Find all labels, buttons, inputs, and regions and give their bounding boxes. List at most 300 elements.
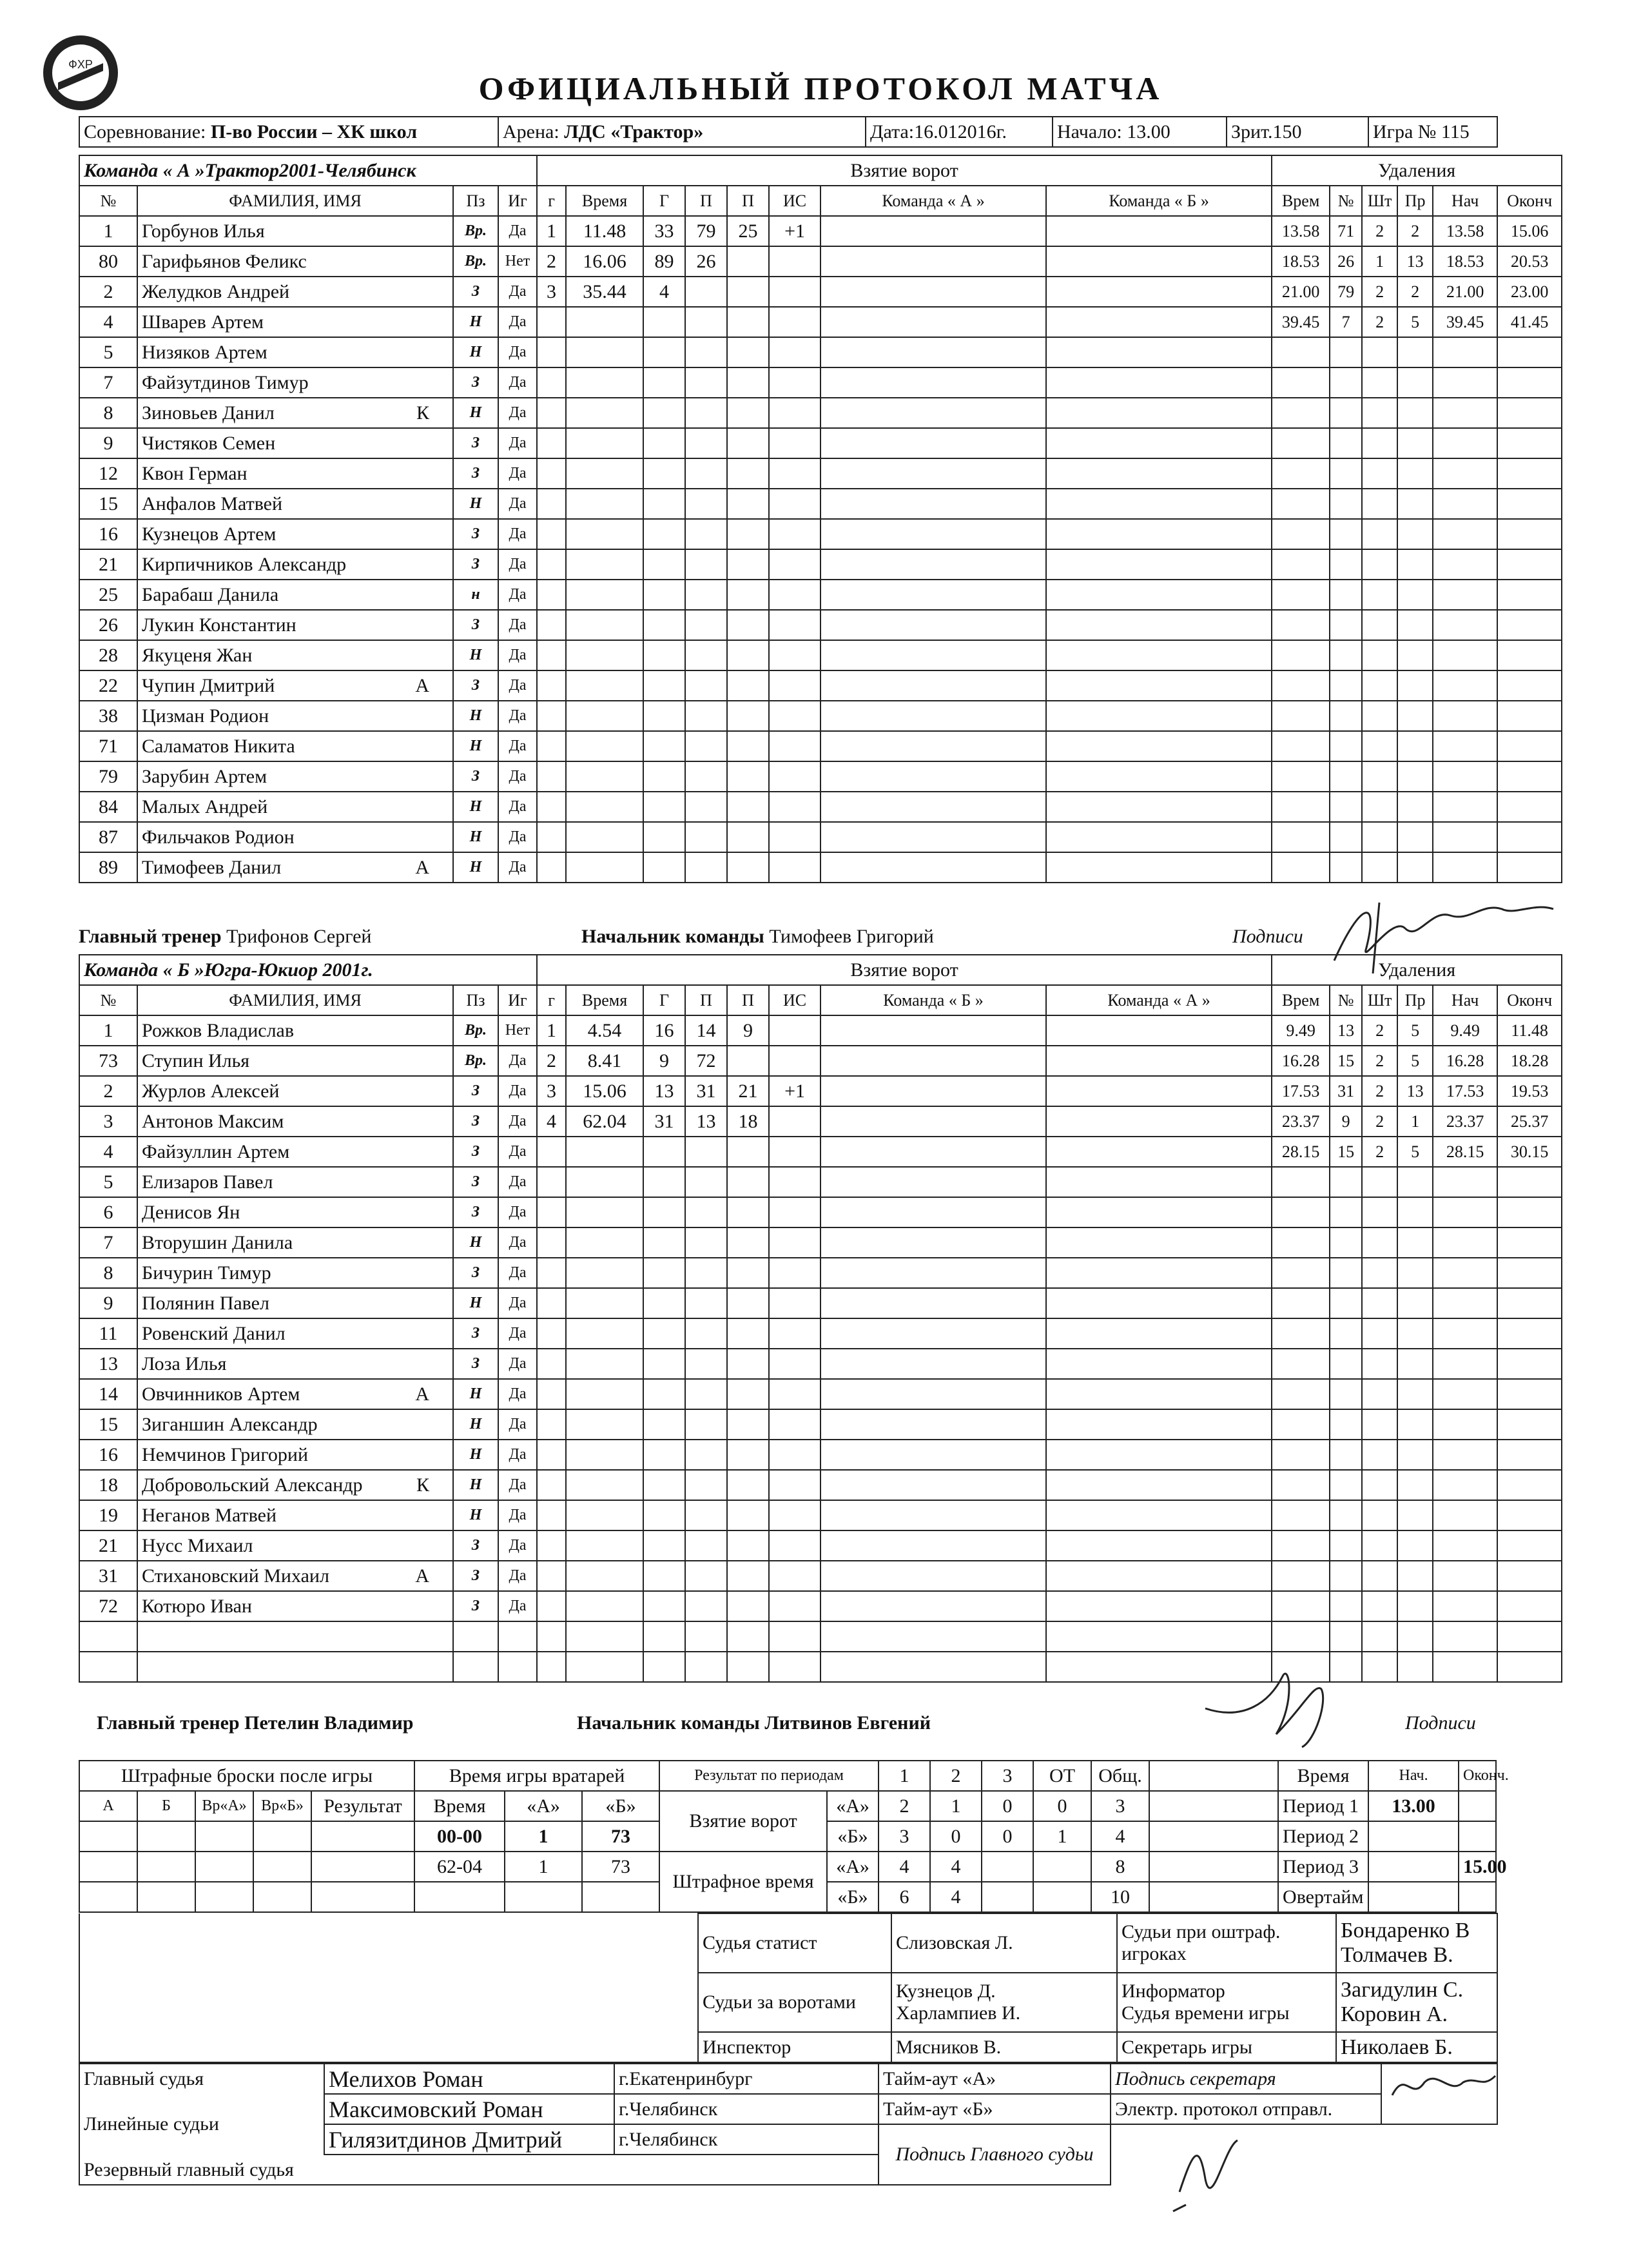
goal-empty-cell [685, 367, 727, 398]
goal-empty-cell [537, 1288, 566, 1318]
goal-P1: 14 [685, 1015, 727, 1046]
penalty-empty-cell [1362, 610, 1397, 640]
goal-empty-cell [727, 307, 769, 337]
goal-team-a-cell [821, 1258, 1046, 1288]
penalty-empty-cell [1330, 1258, 1362, 1288]
goal-empty-cell [643, 822, 685, 852]
goal-empty-cell [537, 580, 566, 610]
goal-team-b-cell [1046, 731, 1272, 761]
penalty-empty-cell [1272, 701, 1330, 731]
goal-empty-cell [643, 1440, 685, 1470]
player-played: Да [498, 731, 537, 761]
player-played: Да [498, 1561, 537, 1591]
goal-team-b-cell [1046, 852, 1272, 883]
penalty-empty-cell [1397, 1258, 1433, 1288]
penalty-pr: 5 [1397, 1046, 1433, 1076]
teamB-col-sht: Шт [1362, 985, 1397, 1015]
player-played: Да [498, 1288, 537, 1318]
goal-g: 1 [537, 1015, 566, 1046]
penalty-empty-cell [1433, 337, 1497, 367]
player-name: Немчинов Григорий [137, 1440, 453, 1470]
goals-b-2: 0 [982, 1821, 1033, 1852]
goal-G: 31 [643, 1106, 685, 1137]
table-row [79, 1530, 1562, 1561]
player-number: 4 [79, 307, 137, 337]
goal-empty-cell [537, 701, 566, 731]
table-row [79, 1197, 1562, 1227]
goal-empty-cell [566, 731, 643, 761]
goal-team-a-cell [821, 1591, 1046, 1621]
goal-empty-cell [685, 731, 727, 761]
player-position: Вр. [453, 1015, 498, 1046]
main-referee-label: Главный судья [79, 2064, 324, 2094]
penalty-start: 23.37 [1433, 1106, 1497, 1137]
goal-empty-cell [769, 1621, 821, 1652]
penalty-empty-cell [1433, 670, 1497, 701]
penalty-box-judges: Бондаренко В Толмачев В. [1336, 1913, 1497, 1973]
goal-empty-cell [769, 1561, 821, 1591]
goal-g: 2 [537, 1046, 566, 1076]
penalty-empty-cell [1272, 1258, 1330, 1288]
penalty-empty-cell [1272, 580, 1330, 610]
goal-empty-cell [643, 670, 685, 701]
penalty-empty-cell [1330, 1591, 1362, 1621]
goal-empty-cell [643, 1591, 685, 1621]
goal-team-a-cell [821, 1046, 1046, 1076]
penalty-empty-cell [1397, 1530, 1433, 1561]
player-position: Н [453, 731, 498, 761]
penalty-empty-cell [1272, 1470, 1330, 1500]
goal-empty-cell [537, 367, 566, 398]
goal-team-a-cell [821, 246, 1046, 277]
coach-a: Трифонов Сергей [226, 926, 372, 947]
player-played: Да [498, 580, 537, 610]
goal-empty-cell [537, 519, 566, 549]
goal-empty-cell [685, 1349, 727, 1379]
arena-cell: Арена: ЛДС «Трактор» [498, 117, 866, 147]
player-played: Да [498, 1137, 537, 1167]
penalty-empty-cell [1272, 761, 1330, 792]
player-name: Саламатов Никита [137, 731, 453, 761]
goalie-col-2: «Б» [582, 1791, 659, 1821]
goal-empty-cell [566, 489, 643, 519]
penalty-box-label: Судьи при оштраф. игроках [1117, 1913, 1336, 1973]
goal-empty-cell [566, 398, 643, 428]
goal-team-b-cell [1046, 519, 1272, 549]
goal-empty-cell [643, 1197, 685, 1227]
penalty-empty-cell [1397, 519, 1433, 549]
table-row [79, 1379, 1562, 1409]
goal-team-a-cell [821, 337, 1046, 367]
goal-empty-cell [537, 1318, 566, 1349]
goal-P2 [727, 1046, 769, 1076]
goal-empty-cell [537, 670, 566, 701]
goal-empty-cell [537, 1470, 566, 1500]
goal-IS [769, 1046, 821, 1076]
goal-empty-cell [685, 1379, 727, 1409]
goal-empty-cell [566, 1530, 643, 1561]
goal-team-a-cell [821, 519, 1046, 549]
penalty-empty-cell [1433, 731, 1497, 761]
secretary-label: Секретарь игры [1117, 2032, 1336, 2062]
penalty-empty-cell [1397, 1379, 1433, 1409]
table-row [79, 640, 1562, 670]
penalty-empty-cell [1272, 1197, 1330, 1227]
goal-empty-cell [537, 640, 566, 670]
player-name: Малых Андрей [137, 792, 453, 822]
goal-empty-cell [727, 822, 769, 852]
penalty-empty-cell [1433, 1621, 1497, 1652]
goal-g: 2 [537, 246, 566, 277]
player-name: Нусс Михаил [137, 1530, 453, 1561]
time-col-0: Время [1278, 1761, 1368, 1791]
goal-team-a-cell [821, 1137, 1046, 1167]
teamB-col-pr: Пр [1397, 985, 1433, 1015]
goal-team-b-cell [1046, 1197, 1272, 1227]
penalty-empty-cell [1362, 428, 1397, 458]
goalie-a-0: 1 [505, 1821, 582, 1852]
goal-empty-cell [643, 1561, 685, 1591]
player-played: Да [498, 1258, 537, 1288]
player-name: Гарифьянов Феликс [137, 246, 453, 277]
player-number: 26 [79, 610, 137, 640]
penalty-empty-cell [1433, 1530, 1497, 1561]
penalty-empty-cell [1397, 1470, 1433, 1500]
penalty-empty-cell [1433, 1591, 1497, 1621]
penalty-empty-cell [1433, 428, 1497, 458]
penalty-empty-cell [1433, 1258, 1497, 1288]
penalty-empty-cell [1397, 1621, 1433, 1652]
goal-team-b-cell [1046, 1500, 1272, 1530]
shootout-title: Штрафные броски после игры [79, 1761, 414, 1791]
goal-empty-cell [566, 1137, 643, 1167]
penalty-empty-cell [1433, 1500, 1497, 1530]
penalty-num: 71 [1330, 216, 1362, 246]
goalie-b-1: 73 [582, 1852, 659, 1882]
player-number: 31 [79, 1561, 137, 1591]
player-name: Ровенский Данил [137, 1318, 453, 1349]
player-name: Желудков Андрей [137, 277, 453, 307]
table-row [79, 1137, 1562, 1167]
goal-empty-cell [643, 701, 685, 731]
player-played: Да [498, 1500, 537, 1530]
teamA-col-G: Г [643, 186, 685, 216]
start-cell: Начало: 13.00 [1053, 117, 1227, 147]
penalty-empty-cell [1362, 640, 1397, 670]
penalty-empty-cell [1397, 610, 1433, 640]
penalty-empty-cell [1497, 1167, 1562, 1197]
penalty-empty-cell [1362, 1167, 1397, 1197]
goal-empty-cell [685, 1197, 727, 1227]
goal-team-b-cell [1046, 1349, 1272, 1379]
goal-empty-cell [727, 1440, 769, 1470]
player-played: Нет [498, 1015, 537, 1046]
goal-empty-cell [769, 1440, 821, 1470]
goal-team-b-cell [1046, 1561, 1272, 1591]
goal-empty-cell [566, 1227, 643, 1258]
goal-team-a-cell [821, 1106, 1046, 1137]
player-number: 5 [79, 1167, 137, 1197]
penalty-empty-cell [1330, 1167, 1362, 1197]
period-col-1: 2 [930, 1761, 982, 1791]
goal-empty-cell [643, 731, 685, 761]
bottom-section [79, 1760, 1509, 2185]
player-name: Зиганшин Александр [137, 1409, 453, 1440]
goal-team-b-cell [1046, 398, 1272, 428]
penalty-empty-cell [1397, 1440, 1433, 1470]
player-played: Да [498, 458, 537, 489]
penalty-empty-cell [1397, 640, 1433, 670]
goal-empty-cell [769, 1349, 821, 1379]
goals-a-1: 1 [930, 1791, 982, 1821]
penalty-empty-cell [1272, 1561, 1330, 1591]
penalty-empty-cell [1497, 398, 1562, 428]
goal-team-a-cell [821, 1076, 1046, 1106]
goal-P2 [727, 246, 769, 277]
penalty-empty-cell [1330, 822, 1362, 852]
goal-empty-cell [566, 519, 643, 549]
penalty-empty-cell [1433, 398, 1497, 428]
penalty-empty-cell [1397, 367, 1433, 398]
table-row [79, 277, 1562, 307]
player-number: 38 [79, 701, 137, 731]
player-name: Журлов Алексей [137, 1076, 453, 1106]
goal-empty-cell [643, 1227, 685, 1258]
player-name: Ступин Илья [137, 1046, 453, 1076]
shootout-col-3: Вр«Б» [253, 1791, 311, 1821]
penalty-empty-cell [1272, 1530, 1330, 1561]
table-row [79, 1046, 1562, 1076]
team-a-label: «А» [827, 1791, 879, 1821]
goal-empty-cell [727, 1318, 769, 1349]
goal-empty-cell [685, 822, 727, 852]
penalty-empty-cell [1497, 1652, 1562, 1682]
player-position: З [453, 761, 498, 792]
teamB-col-IS: ИС [769, 985, 821, 1015]
shootout-col-2: Вр«А» [195, 1791, 253, 1821]
goal-team-a-cell [821, 670, 1046, 701]
goal-team-a-cell [821, 822, 1046, 852]
player-number [79, 1652, 137, 1682]
player-name: Зарубин Артем [137, 761, 453, 792]
penalty-empty-cell [1497, 792, 1562, 822]
penalty-empty-cell [1272, 489, 1330, 519]
teamA-col-pnum: № [1330, 186, 1362, 216]
penalty-time: 39.45 [1272, 307, 1330, 337]
teamA-col-g: г [537, 186, 566, 216]
goal-G: 9 [643, 1046, 685, 1076]
goal-time: 15.06 [566, 1076, 643, 1106]
officials-table [79, 1913, 1498, 2063]
player-position: Н [453, 1288, 498, 1318]
player-played: Да [498, 307, 537, 337]
goal-empty-cell [685, 458, 727, 489]
penalty-empty-cell [1362, 701, 1397, 731]
penalty-empty-cell [1433, 640, 1497, 670]
goal-empty-cell [566, 1409, 643, 1440]
goal-empty-cell [643, 852, 685, 883]
penalty-end: 19.53 [1497, 1076, 1562, 1106]
player-played: Да [498, 1470, 537, 1500]
goal-team-a-cell [821, 1530, 1046, 1561]
teamB-col-P1: П [685, 985, 727, 1015]
player-played: Да [498, 398, 537, 428]
goal-team-b-cell [1046, 1379, 1272, 1409]
goal-empty-cell [537, 1167, 566, 1197]
goal-empty-cell [566, 1591, 643, 1621]
player-played: Да [498, 1046, 537, 1076]
goal-empty-cell [566, 670, 643, 701]
penalty-empty-cell [1330, 761, 1362, 792]
penalty-empty-cell [1497, 670, 1562, 701]
teamB-penalties-header: Удаления [1272, 955, 1562, 985]
goal-empty-cell [727, 731, 769, 761]
goal-time: 8.41 [566, 1046, 643, 1076]
timeout-b: Тайм-аут «Б» [879, 2094, 1111, 2124]
penalty-empty-cell [1272, 1409, 1330, 1440]
penalty-empty-cell [1330, 670, 1362, 701]
penalty-sht: 2 [1362, 1015, 1397, 1046]
pim-b-3 [1033, 1882, 1091, 1912]
goal-G: 16 [643, 1015, 685, 1046]
penalty-empty-cell [1497, 458, 1562, 489]
penalty-empty-cell [1330, 792, 1362, 822]
goal-team-a-cell [821, 640, 1046, 670]
table-row [79, 1440, 1562, 1470]
table-row [79, 1015, 1562, 1046]
table-row [79, 1500, 1562, 1530]
goal-empty-cell [643, 398, 685, 428]
goal-empty-cell [685, 670, 727, 701]
goal-team-b-cell [1046, 1621, 1272, 1652]
goal-team-b-cell [1046, 1288, 1272, 1318]
penalty-empty-cell [1362, 1621, 1397, 1652]
goal-empty-cell [685, 1652, 727, 1682]
penalty-empty-cell [1433, 1227, 1497, 1258]
table-row [79, 610, 1562, 640]
goal-empty-cell [643, 307, 685, 337]
player-position: Н [453, 489, 498, 519]
goal-empty-cell [566, 1318, 643, 1349]
goal-empty-cell [769, 1137, 821, 1167]
goal-empty-cell [566, 367, 643, 398]
player-number: 8 [79, 398, 137, 428]
player-number: 11 [79, 1318, 137, 1349]
goals-a-3: 0 [1033, 1791, 1091, 1821]
penalty-empty-cell [1362, 1197, 1397, 1227]
penalty-empty-cell [1330, 640, 1362, 670]
penalty-start: 17.53 [1433, 1076, 1497, 1106]
goal-empty-cell [566, 428, 643, 458]
goal-empty-cell [769, 1470, 821, 1500]
goal-team-b-cell [1046, 1409, 1272, 1440]
player-name: Стихановский Михаил А [137, 1561, 453, 1591]
player-number: 2 [79, 277, 137, 307]
player-number: 18 [79, 1470, 137, 1500]
penalty-empty-cell [1362, 1470, 1397, 1500]
penalty-empty-cell [1397, 1227, 1433, 1258]
goal-empty-cell [537, 1258, 566, 1288]
goal-team-a-cell [821, 398, 1046, 428]
goal-team-b-cell [1046, 1137, 1272, 1167]
goal-empty-cell [769, 549, 821, 580]
goal-team-b-cell [1046, 458, 1272, 489]
goalie-b-0: 73 [582, 1821, 659, 1852]
goal-empty-cell [566, 1197, 643, 1227]
pim-b-4: 10 [1091, 1882, 1149, 1912]
goal-time: 16.06 [566, 246, 643, 277]
player-position: З [453, 519, 498, 549]
goal-team-a-cell [821, 549, 1046, 580]
player-played: Да [498, 1409, 537, 1440]
pim-a-3 [1033, 1852, 1091, 1882]
goal-empty-cell [537, 761, 566, 792]
goal-empty-cell [769, 1288, 821, 1318]
coach-label-a: Главный тренер [79, 926, 222, 947]
time-end-2: 15.00 [1459, 1852, 1496, 1882]
main-referee-city: г.Екатенринбург [614, 2064, 879, 2094]
penalty-empty-cell [1497, 1500, 1562, 1530]
penalty-empty-cell [1362, 1288, 1397, 1318]
main-referee-signature [1160, 2127, 1263, 2218]
penalty-empty-cell [1433, 1318, 1497, 1349]
player-played: Да [498, 489, 537, 519]
goal-empty-cell [685, 761, 727, 792]
player-name [137, 1652, 453, 1682]
goal-empty-cell [566, 1470, 643, 1500]
goal-empty-cell [727, 1621, 769, 1652]
goal-empty-cell [685, 701, 727, 731]
goal-team-b-cell [1046, 549, 1272, 580]
penalty-empty-cell [1330, 1500, 1362, 1530]
goal-empty-cell [685, 1470, 727, 1500]
goal-empty-cell [727, 670, 769, 701]
time-label-2: Период 3 [1278, 1852, 1368, 1882]
goal-empty-cell [685, 489, 727, 519]
goal-empty-cell [566, 1440, 643, 1470]
shootout-col-0: А [79, 1791, 137, 1821]
goal-empty-cell [643, 337, 685, 367]
goal-empty-cell [537, 1227, 566, 1258]
main-referee: Мелихов Роман [324, 2064, 614, 2094]
player-played: Да [498, 610, 537, 640]
penalty-empty-cell [1397, 1561, 1433, 1591]
penalty-empty-cell [1330, 549, 1362, 580]
goal-empty-cell [727, 792, 769, 822]
coach-label-b: Главный тренер [97, 1712, 240, 1734]
penalty-empty-cell [1362, 1440, 1397, 1470]
penalty-empty-cell [1497, 1591, 1562, 1621]
player-number: 15 [79, 1409, 137, 1440]
player-played: Да [498, 428, 537, 458]
player-number: 71 [79, 731, 137, 761]
goal-empty-cell [685, 580, 727, 610]
goal-empty-cell [643, 1652, 685, 1682]
player-number: 15 [79, 489, 137, 519]
goal-team-a-cell [821, 852, 1046, 883]
player-name: Низяков Артем [137, 337, 453, 367]
player-position: Н [453, 701, 498, 731]
time-col-1: Нач. [1368, 1761, 1459, 1791]
goal-empty-cell [643, 1288, 685, 1318]
team-b-signature [1192, 1663, 1386, 1754]
team-a-section [79, 155, 1562, 883]
secretary: Николаев Б. [1336, 2032, 1497, 2062]
penalty-empty-cell [1397, 489, 1433, 519]
goal-team-a-cell [821, 1440, 1046, 1470]
penalty-pr: 1 [1397, 1106, 1433, 1137]
goal-empty-cell [769, 792, 821, 822]
